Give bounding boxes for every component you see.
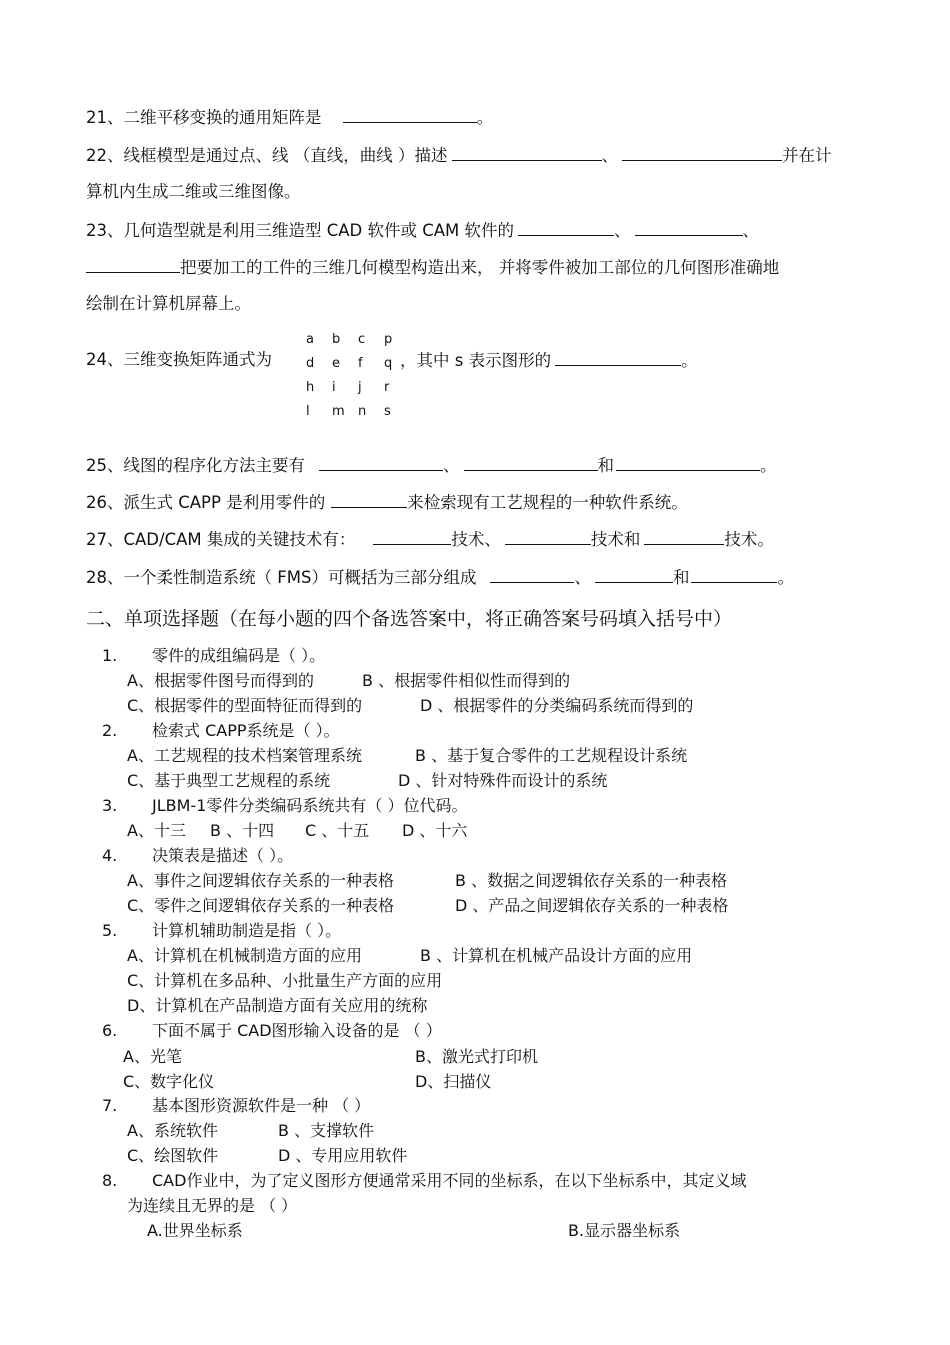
matrix-row: h i j r [306,380,390,395]
mc-option[interactable]: B、激光式打印机 [415,1047,538,1066]
mc-question-3: 3. JLBM-1零件分类编码系统共有（ ）位代码。 [102,796,468,815]
question-text: 和 [672,568,690,587]
matrix-row: d e f q [306,356,393,371]
mc-option[interactable]: A.世界坐标系 [147,1221,243,1240]
mc-question-1: 1. 零件的成组编码是（ ）。 [102,646,326,665]
question-text: 24、三维变换矩阵通式为 [86,350,272,369]
punctuation: 。 [777,568,794,587]
punctuation: 、 [574,568,591,587]
answer-blank[interactable] [464,455,598,471]
question-23 [86,220,759,241]
answer-blank[interactable] [331,492,407,508]
question-text: 25、线图的程序化方法主要有 [86,456,305,475]
mc-option[interactable]: D、扫描仪 [415,1072,492,1091]
mc-option[interactable]: D 、十六 [402,821,468,840]
mc-option[interactable]: A、计算机在机械制造方面的应用 [127,946,362,965]
answer-blank[interactable] [622,145,782,161]
answer-blank[interactable] [644,529,724,545]
question-text: 把要加工的工件的三维几何模型构造出来， 并将零件被加工部位的几何图形准确地 [180,258,780,277]
punctuation: 、 [443,456,460,475]
question-text: 27、CAD/CAM 集成的关键技术有： [86,530,356,549]
mc-option[interactable]: A、工艺规程的技术档案管理系统 [127,746,362,765]
punctuation: 、 [601,146,618,165]
mc-option[interactable]: B 、数据之间逻辑依存关系的一种表格 [455,871,728,890]
mc-option[interactable]: D 、专用应用软件 [278,1146,408,1165]
mc-option[interactable]: C、计算机在多品种、小批量生产方面的应用 [127,971,443,990]
mc-option[interactable]: C、基于典型工艺规程的系统 [127,771,331,790]
punctuation: 。 [476,108,494,127]
mc-option[interactable]: D 、产品之间逻辑依存关系的一种表格 [455,896,729,915]
mc-option[interactable]: C、绘图软件 [127,1146,219,1165]
question-24 [86,350,272,370]
question-text: 技术。 [724,530,774,549]
mc-question-8: 8. CAD作业中，为了定义图形方便通常采用不同的坐标系，在以下坐标系中，其定义域 [102,1171,747,1190]
mc-option[interactable]: D 、根据零件的分类编码系统而得到的 [420,696,694,715]
mc-option[interactable]: A、系统软件 [127,1121,218,1140]
question-21 [86,107,493,128]
question-text: 和 [597,456,614,475]
transform-matrix [306,328,410,424]
mc-option[interactable]: C 、十五 [305,821,370,840]
question-28 [86,567,794,588]
mc-option[interactable]: C、零件之间逻辑依存关系的一种表格 [127,896,395,915]
answer-blank[interactable] [319,455,443,471]
question-23-line3: 绘制在计算机屏幕上。 [86,294,251,313]
mc-question-5: 5. 计算机辅助制造是指（ ）。 [102,921,342,940]
answer-blank[interactable] [555,350,681,366]
question-text: 21、二维平移变换的通用矩阵是 [86,108,322,127]
mc-option[interactable]: B 、根据零件相似性而得到的 [362,671,571,690]
question-22 [86,145,832,166]
question-text: ，其中 s 表示图形的 [400,351,552,370]
mc-option[interactable]: A、事件之间逻辑依存关系的一种表格 [127,871,394,890]
matrix-row: a b c p [306,332,393,347]
mc-option[interactable]: C、数字化仪 [123,1072,215,1091]
answer-blank[interactable] [490,567,574,583]
mc-option[interactable]: B 、基于复合零件的工艺规程设计系统 [415,746,688,765]
answer-blank[interactable] [373,529,451,545]
question-text: 并在计 [782,146,832,165]
mc-question-4: 4. 决策表是描述（ ）。 [102,846,294,865]
mc-option[interactable]: B 、十四 [210,821,275,840]
mc-question-7: 7. 基本图形资源软件是一种 （ ） [102,1096,371,1115]
mc-option[interactable]: A、光笔 [123,1047,182,1066]
question-25 [86,455,777,476]
answer-blank[interactable] [616,455,760,471]
question-text: 22、线框模型是通过点、线 （直线，曲线 ）描述 [86,146,448,165]
answer-blank[interactable] [518,220,614,236]
mc-option[interactable]: C、根据零件的型面特征而得到的 [127,696,363,715]
mc-question-6: 6. 下面不属于 CAD图形输入设备的是 （ ） [102,1021,442,1040]
punctuation: 。 [681,351,698,370]
question-22-line2: 算机内生成二维或三维图像。 [86,182,301,201]
mc-option[interactable]: B 、支撑软件 [278,1121,375,1140]
mc-option[interactable]: D、计算机在产品制造方面有关应用的统称 [127,996,428,1015]
matrix-row: l m n s [306,404,391,419]
mc-option[interactable]: A、根据零件图号而得到的 [127,671,314,690]
answer-blank[interactable] [86,257,180,273]
question-text: 23、几何造型就是利用三维造型 CAD 软件或 CAM 软件的 [86,221,515,240]
answer-blank[interactable] [635,220,743,236]
mc-option[interactable]: A、十三 [127,821,186,840]
answer-blank[interactable] [595,567,673,583]
mc-question-2: 2. 检索式 CAPP系统是（ ）。 [102,721,340,740]
mc-question-8-line2: 为连续且无界的是 （ ） [127,1196,298,1215]
question-24-tail [400,350,698,371]
mc-option[interactable]: B.显示器坐标系 [568,1221,681,1240]
question-23-line2 [86,257,779,278]
question-text: 28、一个柔性制造系统（ FMS）可概括为三部分组成 [86,568,477,587]
answer-blank[interactable] [452,145,602,161]
question-26 [86,492,688,513]
answer-blank[interactable] [691,567,777,583]
question-text: 来检索现有工艺规程的一种软件系统。 [407,493,688,512]
question-text: 技术、 [451,530,501,549]
punctuation: 。 [760,456,777,475]
answer-blank[interactable] [343,107,477,123]
answer-blank[interactable] [505,529,591,545]
section-heading: 二、单项选择题（在每小题的四个备选答案中，将正确答案号码填入括号中） [86,608,733,630]
question-text: 技术和 [590,530,641,549]
mc-option[interactable]: B 、计算机在机械产品设计方面的应用 [420,946,693,965]
mc-option[interactable]: D 、针对特殊件而设计的系统 [398,771,608,790]
punctuation: 、 [614,221,631,240]
question-27 [86,529,774,550]
question-text: 26、派生式 CAPP 是利用零件的 [86,493,326,512]
punctuation: 、 [742,221,760,240]
